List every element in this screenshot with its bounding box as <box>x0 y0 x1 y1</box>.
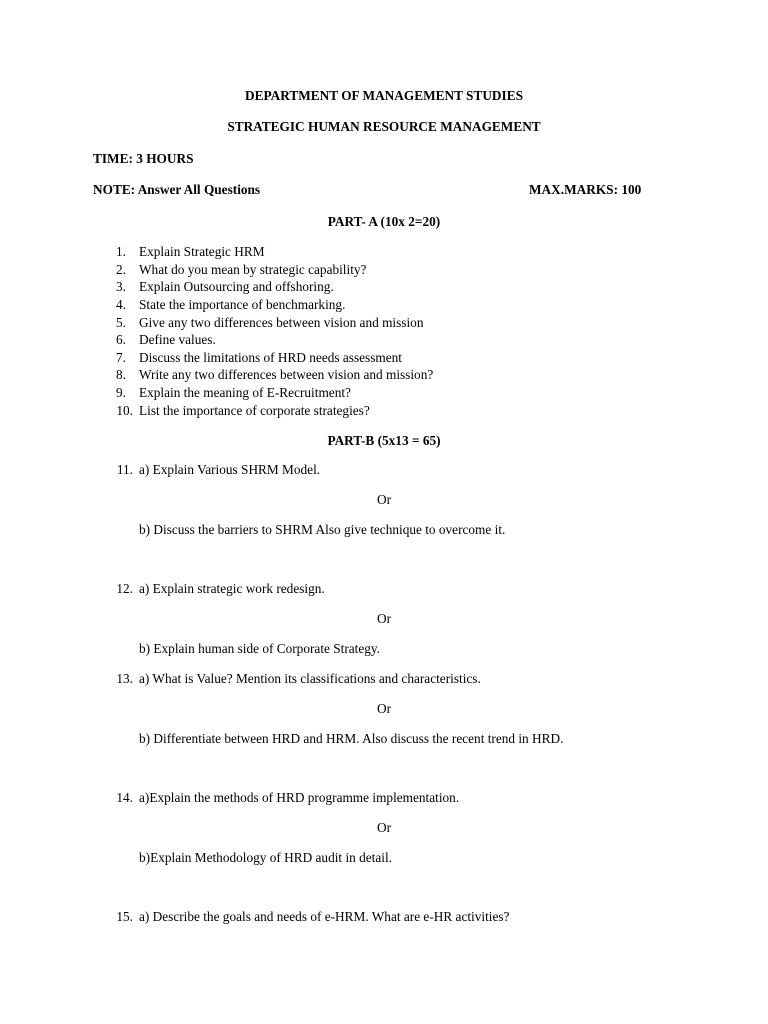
question-text: State the importance of benchmarking. <box>139 297 346 312</box>
question-number: 12. <box>116 581 133 596</box>
course-title: STRATEGIC HUMAN RESOURCE MANAGEMENT <box>227 119 541 134</box>
question-number: 9. <box>116 385 126 400</box>
question-option-a: a) Explain Various SHRM Model. <box>139 462 321 477</box>
or-separator: Or <box>376 701 392 716</box>
question-text: Give any two differences between vision and mission <box>139 315 424 330</box>
part-a-title: PART- A (10x 2=20) <box>327 214 441 229</box>
question-number: 10. <box>116 403 133 418</box>
question-option-b: b)Explain Methodology of HRD audit in detail. <box>139 850 392 865</box>
question-number: 2. <box>116 262 126 277</box>
question-option-a: a) Describe the goals and needs of e-HRM. What are e-HR activities? <box>139 909 510 924</box>
question-text: List the importance of corporate strategies? <box>139 403 370 418</box>
question-option-b: b) Discuss the barriers to SHRM Also give technique to overcome it. <box>139 522 506 537</box>
question-text: Explain the meaning of E-Recruitment? <box>139 385 351 400</box>
question-number: 7. <box>116 350 126 365</box>
question-text: Discuss the limitations of HRD needs assessment <box>139 350 402 365</box>
question-number: 4. <box>116 297 126 312</box>
or-separator: Or <box>376 611 392 626</box>
question-number: 3. <box>116 279 126 294</box>
question-number: 1. <box>116 244 126 259</box>
question-text: Define values. <box>139 332 216 347</box>
question-number: 15. <box>116 909 133 924</box>
question-number: 8. <box>116 367 126 382</box>
question-option-a: a)Explain the methods of HRD programme implementation. <box>139 790 460 805</box>
question-text: Explain Outsourcing and offshoring. <box>139 279 334 294</box>
or-separator: Or <box>376 820 392 835</box>
part-b-title: PART-B (5x13 = 65) <box>327 433 441 448</box>
question-number: 11. <box>116 462 133 477</box>
note-label: NOTE: Answer All Questions <box>93 182 261 197</box>
question-number: 14. <box>116 790 133 805</box>
time-label: TIME: 3 HOURS <box>93 151 194 166</box>
question-number: 6. <box>116 332 126 347</box>
department-title: DEPARTMENT OF MANAGEMENT STUDIES <box>245 88 523 103</box>
question-option-b: b) Explain human side of Corporate Strategy. <box>139 641 381 656</box>
question-text: Explain Strategic HRM <box>139 244 265 259</box>
question-text: Write any two differences between vision and mission? <box>139 367 434 382</box>
question-option-a: a) What is Value? Mention its classifications and characteristics. <box>139 671 481 686</box>
question-number: 13. <box>116 671 133 686</box>
question-option-a: a) Explain strategic work redesign. <box>139 581 325 596</box>
question-text: What do you mean by strategic capability? <box>139 262 367 277</box>
question-number: 5. <box>116 315 126 330</box>
max-marks-label: MAX.MARKS: 100 <box>529 182 642 197</box>
question-option-b: b) Differentiate between HRD and HRM. Also discuss the recent trend in HRD. <box>139 731 564 746</box>
or-separator: Or <box>376 492 392 507</box>
